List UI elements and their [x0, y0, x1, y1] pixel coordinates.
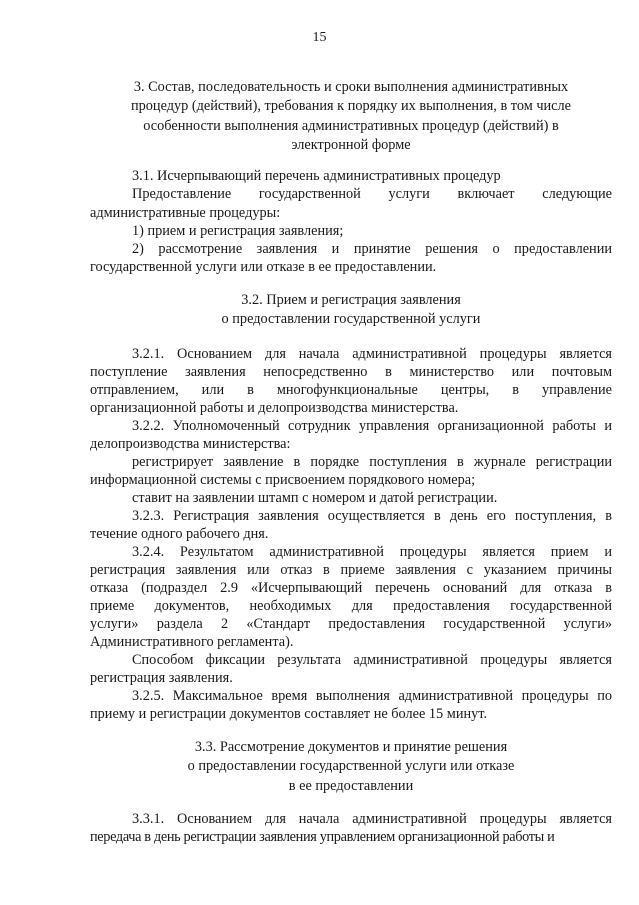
heading-line: в ее предоставлении [288, 777, 414, 794]
heading-line: о предоставлении государственной услуги [221, 311, 481, 328]
paragraph-line: услуги» раздела 2 «Стандарт предоставления государственной услуги» [90, 616, 612, 632]
heading-line: процедур (действий), требования к порядку их выполнения, в том числе [130, 98, 572, 115]
paragraph-line: организационной работы и делопроизводства министерства. [90, 400, 459, 416]
page-number: 15 [312, 30, 327, 45]
section-3-2-heading [90, 291, 612, 330]
paragraph-line: информационной системы с присвоением порядкового номера; [90, 472, 476, 488]
paragraph-line: делопроизводства министерства: [90, 436, 291, 452]
heading-line: 3.2. Прием и регистрация заявления [241, 292, 461, 308]
section-3-3-heading [90, 738, 612, 796]
paragraph-line: 3.2.3. Регистрация заявления осуществляется в день его поступления, в [132, 508, 612, 524]
paragraph-line: 3.3.1. Основанием для начала административной процедуры является [132, 811, 612, 827]
paragraph-line: Способом фиксации результата административной процедуры является [132, 652, 612, 668]
list-item: 2) рассмотрение заявления и принятие решения о предоставлении [132, 241, 612, 257]
paragraph-line: ставит на заявлении штамп с номером и датой регистрации. [132, 490, 498, 506]
list-item: 1) прием и регистрация заявления; [132, 223, 344, 239]
paragraph-line: Предоставление государственной услуги включает следующие [132, 186, 612, 202]
paragraph-line: 3.2.5. Максимальное время выполнения административной процедуры по [132, 688, 612, 704]
section-3-heading [90, 78, 612, 156]
subsection-3-1-title: 3.1. Исчерпывающий перечень административных процедур [132, 168, 501, 184]
paragraph-line: регистрирует заявление в порядке поступления в журнале регистрации [132, 454, 612, 470]
paragraph-line: приеме документов, необходимых для предоставления государственной [90, 598, 612, 614]
paragraph-line: 3.2.2. Уполномоченный сотрудник управления организационной работы и [132, 418, 612, 434]
paragraph-line: регистрация заявления. [90, 670, 233, 686]
paragraph-line: передача в день регистрации заявления управлением организационной работы и [90, 829, 555, 845]
paragraph-line: приему и регистрации документов составляет не более 15 минут. [90, 706, 488, 722]
paragraph-line: поступление заявления непосредственно в министерство или почтовым [90, 364, 612, 380]
paragraph-line: отказа (подраздел 2.9 «Исчерпывающий перечень оснований для отказа в [90, 580, 612, 596]
paragraph-line: административные процедуры: [90, 205, 281, 221]
heading-line: 3.3. Рассмотрение документов и принятие решения [194, 739, 508, 755]
paragraph-line: отправлением, или в многофункциональные центры, в управление [90, 382, 612, 398]
paragraph-line: Административного регламента). [90, 634, 294, 650]
paragraph-line: государственной услуги или отказе в ее предоставлении. [90, 259, 437, 275]
paragraph-line: течение одного рабочего дня. [90, 526, 269, 542]
paragraph-line: 3.2.1. Основанием для начала административной процедуры является [132, 346, 612, 362]
heading-line: 3. Состав, последовательность и сроки выполнения административных [133, 79, 569, 95]
paragraph-line: 3.2.4. Результатом административной процедуры является прием и [132, 544, 612, 560]
paragraph-line: регистрация заявления или отказ в приеме заявления с указанием причины [90, 562, 612, 578]
heading-line: особенности выполнения административных процедур (действий) в [143, 117, 559, 134]
heading-line: электронной форме [291, 137, 411, 154]
heading-line: о предоставлении государственной услуги или отказе [187, 758, 515, 775]
